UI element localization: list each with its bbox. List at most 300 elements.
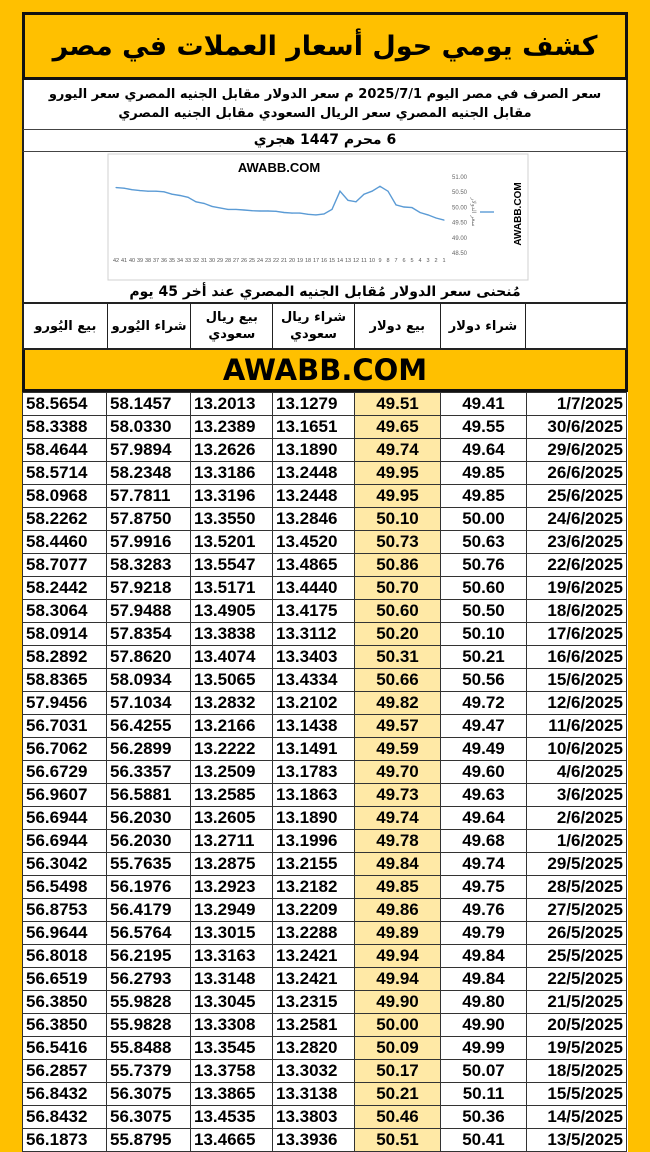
table-row (23, 945, 627, 968)
table-row (23, 761, 627, 784)
cell-sell-euro: 58.8365 (23, 669, 107, 692)
cell-buy-riyal: 13.2421 (273, 945, 355, 968)
cell-buy-euro: 57.7811 (107, 485, 191, 508)
cell-date: 12/6/2025 (527, 692, 627, 715)
x-tick-label: 15 (328, 258, 336, 264)
x-tick-label: 33 (184, 258, 192, 264)
cell-buy-riyal: 13.1863 (273, 784, 355, 807)
x-tick-label: 18 (304, 258, 312, 264)
cell-sell-euro: 56.7031 (23, 715, 107, 738)
table-row (23, 853, 627, 876)
cell-date: 3/6/2025 (527, 784, 627, 807)
x-tick-label: 16 (320, 258, 328, 264)
data-point (379, 186, 380, 187)
cell-date: 24/6/2025 (527, 508, 627, 531)
data-point (275, 211, 276, 212)
cell-sell-dollar: 50.46 (355, 1106, 441, 1129)
header-sell-dollar: بيع دولار (355, 304, 441, 348)
cell-buy-euro: 58.0330 (107, 416, 191, 439)
cell-sell-euro: 58.5714 (23, 462, 107, 485)
data-point (299, 212, 300, 213)
cell-sell-riyal: 13.2389 (191, 416, 273, 439)
cell-date: 11/6/2025 (527, 715, 627, 738)
cell-buy-euro: 56.3075 (107, 1106, 191, 1129)
cell-buy-euro: 58.2348 (107, 462, 191, 485)
cell-buy-riyal: 13.1783 (273, 761, 355, 784)
cell-buy-riyal: 13.2846 (273, 508, 355, 531)
data-point (323, 213, 324, 214)
cell-buy-riyal: 13.4440 (273, 577, 355, 600)
x-tick-label: 32 (192, 258, 200, 264)
cell-sell-euro: 58.4644 (23, 439, 107, 462)
cell-sell-euro: 56.6944 (23, 830, 107, 853)
cell-buy-riyal: 13.1996 (273, 830, 355, 853)
cell-sell-riyal: 13.3196 (191, 485, 273, 508)
cell-buy-dollar: 49.75 (441, 876, 527, 899)
cell-buy-euro: 55.7635 (107, 853, 191, 876)
cell-buy-euro: 56.5764 (107, 922, 191, 945)
cell-sell-riyal: 13.3758 (191, 1060, 273, 1083)
cell-sell-riyal: 13.5065 (191, 669, 273, 692)
cell-buy-dollar: 49.49 (441, 738, 527, 761)
cell-buy-euro: 57.9894 (107, 439, 191, 462)
cell-sell-dollar: 49.74 (355, 439, 441, 462)
legend-label: سعر الدولار (470, 197, 477, 227)
cell-buy-dollar: 49.63 (441, 784, 527, 807)
data-point (435, 217, 436, 218)
cell-buy-dollar: 50.41 (441, 1129, 527, 1152)
x-tick-label: 23 (264, 258, 272, 264)
x-tick-label: 7 (394, 258, 398, 264)
cell-sell-dollar: 50.31 (355, 646, 441, 669)
cell-buy-dollar: 49.55 (441, 416, 527, 439)
y-tick-label: 49.00 (452, 235, 468, 242)
data-point (187, 197, 188, 198)
y-tick-label: 50.50 (452, 190, 468, 197)
cell-buy-dollar: 50.11 (441, 1083, 527, 1106)
cell-sell-dollar: 49.95 (355, 462, 441, 485)
cell-sell-riyal: 13.5201 (191, 531, 273, 554)
cell-sell-riyal: 13.3186 (191, 462, 273, 485)
data-point (283, 212, 284, 213)
x-tick-label: 38 (144, 258, 152, 264)
cell-sell-dollar: 49.94 (355, 968, 441, 991)
x-tick-label: 26 (240, 258, 248, 264)
data-point (163, 191, 164, 192)
cell-buy-dollar: 50.21 (441, 646, 527, 669)
data-point (115, 187, 116, 188)
cell-buy-dollar: 50.60 (441, 577, 527, 600)
table-row (23, 646, 627, 669)
data-point (291, 212, 292, 213)
cell-sell-dollar: 49.85 (355, 876, 441, 899)
cell-buy-dollar: 49.84 (441, 968, 527, 991)
cell-buy-riyal: 13.3032 (273, 1060, 355, 1083)
cell-sell-euro: 58.3064 (23, 600, 107, 623)
x-tick-label: 28 (224, 258, 232, 264)
table-row (23, 1129, 627, 1152)
x-tick-label: 29 (216, 258, 224, 264)
data-point (227, 209, 228, 210)
data-point (331, 209, 332, 210)
cell-sell-euro: 56.6944 (23, 807, 107, 830)
cell-buy-euro: 55.7379 (107, 1060, 191, 1083)
data-point (123, 188, 124, 189)
x-tick-label: 42 (112, 258, 120, 264)
x-tick-label: 2 (434, 258, 438, 264)
cell-buy-euro: 58.3283 (107, 554, 191, 577)
data-point (171, 194, 172, 195)
table-row (23, 600, 627, 623)
cell-buy-riyal: 13.1890 (273, 807, 355, 830)
cell-sell-euro: 56.9644 (23, 922, 107, 945)
cell-buy-dollar: 49.85 (441, 462, 527, 485)
cell-buy-euro: 55.8488 (107, 1037, 191, 1060)
x-tick-label: 20 (288, 258, 296, 264)
cell-buy-dollar: 49.74 (441, 853, 527, 876)
header-sell-riyal: بيع ريال سعودي (191, 304, 273, 348)
cell-buy-dollar: 49.64 (441, 439, 527, 462)
cell-sell-riyal: 13.2711 (191, 830, 273, 853)
data-point (179, 195, 180, 196)
data-point (395, 204, 396, 205)
page-title: كشف يومي حول أسعار العملات في مصر (22, 12, 628, 80)
cell-sell-euro: 58.2442 (23, 577, 107, 600)
cell-date: 22/6/2025 (527, 554, 627, 577)
cell-buy-riyal: 13.1491 (273, 738, 355, 761)
cell-buy-dollar: 50.56 (441, 669, 527, 692)
cell-sell-euro: 58.7077 (23, 554, 107, 577)
cell-date: 1/7/2025 (527, 393, 627, 416)
data-point (147, 191, 148, 192)
cell-buy-dollar: 50.63 (441, 531, 527, 554)
cell-sell-euro: 56.3850 (23, 991, 107, 1014)
cell-buy-riyal: 13.2315 (273, 991, 355, 1014)
cell-buy-riyal: 13.4520 (273, 531, 355, 554)
cell-buy-dollar: 50.07 (441, 1060, 527, 1083)
table-row (23, 1014, 627, 1037)
cell-sell-riyal: 13.4535 (191, 1106, 273, 1129)
cell-sell-euro: 58.0968 (23, 485, 107, 508)
cell-buy-riyal: 13.1279 (273, 393, 355, 416)
cell-buy-dollar: 49.79 (441, 922, 527, 945)
data-point (307, 214, 308, 215)
cell-sell-dollar: 50.60 (355, 600, 441, 623)
cell-buy-dollar: 49.84 (441, 945, 527, 968)
cell-buy-dollar: 49.85 (441, 485, 527, 508)
cell-buy-riyal: 13.4865 (273, 554, 355, 577)
table-row (23, 554, 627, 577)
chart-caption: مُنحنى سعر الدولار مُقابل الجنيه المصري عند أخر 45 يوم (129, 284, 521, 300)
x-tick-label: 25 (248, 258, 256, 264)
cell-buy-riyal: 13.1651 (273, 416, 355, 439)
table-row (23, 1037, 627, 1060)
cell-date: 10/6/2025 (527, 738, 627, 761)
cell-sell-euro: 58.0914 (23, 623, 107, 646)
cell-buy-euro: 57.8620 (107, 646, 191, 669)
table-row (23, 577, 627, 600)
cell-sell-riyal: 13.3045 (191, 991, 273, 1014)
cell-sell-euro: 56.3042 (23, 853, 107, 876)
table-row (23, 830, 627, 853)
x-tick-label: 19 (296, 258, 304, 264)
cell-sell-euro: 58.2262 (23, 508, 107, 531)
cell-date: 25/6/2025 (527, 485, 627, 508)
table-row (23, 784, 627, 807)
cell-buy-euro: 57.1034 (107, 692, 191, 715)
cell-date: 18/5/2025 (527, 1060, 627, 1083)
table-row (23, 968, 627, 991)
cell-sell-euro: 58.4460 (23, 531, 107, 554)
cell-date: 27/5/2025 (527, 899, 627, 922)
cell-sell-dollar: 49.74 (355, 807, 441, 830)
table-row (23, 715, 627, 738)
cell-buy-euro: 56.2030 (107, 807, 191, 830)
cell-sell-dollar: 50.20 (355, 623, 441, 646)
x-tick-label: 30 (208, 258, 216, 264)
cell-buy-riyal: 13.2288 (273, 922, 355, 945)
cell-buy-dollar: 50.76 (441, 554, 527, 577)
cell-buy-riyal: 13.2182 (273, 876, 355, 899)
cell-sell-riyal: 13.3148 (191, 968, 273, 991)
cell-sell-dollar: 50.10 (355, 508, 441, 531)
cell-sell-euro: 56.5416 (23, 1037, 107, 1060)
x-tick-label: 36 (160, 258, 168, 264)
cell-buy-euro: 57.8750 (107, 508, 191, 531)
x-tick-label: 40 (128, 258, 136, 264)
cell-sell-euro: 56.8018 (23, 945, 107, 968)
cell-sell-riyal: 13.2166 (191, 715, 273, 738)
cell-date: 2/6/2025 (527, 807, 627, 830)
cell-buy-riyal: 13.2209 (273, 899, 355, 922)
x-tick-label: 3 (426, 258, 430, 264)
data-point (219, 207, 220, 208)
cell-date: 26/5/2025 (527, 922, 627, 945)
cell-date: 29/5/2025 (527, 853, 627, 876)
data-point (419, 212, 420, 213)
data-point (203, 203, 204, 204)
table-row (23, 899, 627, 922)
cell-sell-dollar: 50.09 (355, 1037, 441, 1060)
cell-sell-riyal: 13.4665 (191, 1129, 273, 1152)
cell-sell-riyal: 13.2626 (191, 439, 273, 462)
x-tick-label: 8 (386, 258, 390, 264)
cell-sell-dollar: 49.90 (355, 991, 441, 1014)
cell-sell-euro: 56.8432 (23, 1083, 107, 1106)
data-point (211, 206, 212, 207)
cell-buy-euro: 55.9828 (107, 991, 191, 1014)
cell-date: 18/6/2025 (527, 600, 627, 623)
cell-buy-euro: 56.2030 (107, 830, 191, 853)
y-tick-label: 50.00 (452, 205, 468, 212)
rates-sheet (22, 12, 628, 1152)
cell-buy-euro: 56.1976 (107, 876, 191, 899)
cell-buy-euro: 55.8795 (107, 1129, 191, 1152)
cell-sell-dollar: 49.86 (355, 899, 441, 922)
x-tick-label: 10 (368, 258, 376, 264)
cell-date: 21/5/2025 (527, 991, 627, 1014)
cell-sell-euro: 56.6519 (23, 968, 107, 991)
header-sell-euro: بيع اليُورو (24, 304, 108, 348)
table-row (23, 876, 627, 899)
table-row (23, 1106, 627, 1129)
cell-buy-euro: 56.5881 (107, 784, 191, 807)
cell-buy-dollar: 49.68 (441, 830, 527, 853)
cell-sell-euro: 58.3388 (23, 416, 107, 439)
cell-sell-euro: 56.3850 (23, 1014, 107, 1037)
cell-sell-dollar: 49.51 (355, 393, 441, 416)
data-point (131, 189, 132, 190)
x-tick-label: 41 (120, 258, 128, 264)
cell-buy-dollar: 49.99 (441, 1037, 527, 1060)
cell-sell-dollar: 50.86 (355, 554, 441, 577)
cell-sell-dollar: 49.59 (355, 738, 441, 761)
y-tick-label: 51.00 (452, 175, 468, 181)
cell-buy-riyal: 13.2448 (273, 462, 355, 485)
y-tick-label: 49.50 (452, 220, 468, 227)
x-tick-label: 37 (152, 258, 160, 264)
cell-buy-riyal: 13.1890 (273, 439, 355, 462)
cell-buy-riyal: 13.2820 (273, 1037, 355, 1060)
table-row (23, 669, 627, 692)
cell-sell-riyal: 13.2923 (191, 876, 273, 899)
data-point (387, 191, 388, 192)
cell-buy-dollar: 49.60 (441, 761, 527, 784)
cell-buy-riyal: 13.2102 (273, 692, 355, 715)
cell-buy-dollar: 50.36 (441, 1106, 527, 1129)
cell-sell-euro: 58.2892 (23, 646, 107, 669)
table-row (23, 623, 627, 646)
cell-buy-dollar: 49.76 (441, 899, 527, 922)
chart-watermark: AWABB.COM (513, 182, 524, 246)
cell-sell-riyal: 13.2832 (191, 692, 273, 715)
cell-sell-dollar: 49.89 (355, 922, 441, 945)
cell-date: 22/5/2025 (527, 968, 627, 991)
data-point (347, 200, 348, 201)
x-tick-label: 24 (256, 258, 264, 264)
data-point (235, 209, 236, 210)
header-buy-euro: شراء اليُورو (108, 304, 192, 348)
table-header (22, 302, 628, 350)
cell-date: 29/6/2025 (527, 439, 627, 462)
brand-banner: AWABB.COM (22, 350, 628, 392)
cell-buy-riyal: 13.3112 (273, 623, 355, 646)
cell-buy-dollar: 49.72 (441, 692, 527, 715)
x-tick-label: 6 (402, 258, 406, 264)
cell-sell-riyal: 13.5171 (191, 577, 273, 600)
cell-sell-euro: 56.8753 (23, 899, 107, 922)
table-row (23, 531, 627, 554)
cell-sell-dollar: 49.95 (355, 485, 441, 508)
data-point (155, 191, 156, 192)
header-buy-riyal: شراء ريال سعودي (273, 304, 355, 348)
data-point (403, 206, 404, 207)
dollar-chart (24, 152, 626, 282)
cell-buy-dollar: 50.00 (441, 508, 527, 531)
cell-sell-riyal: 13.3550 (191, 508, 273, 531)
cell-buy-euro: 57.9488 (107, 600, 191, 623)
x-tick-label: 12 (352, 258, 360, 264)
cell-buy-riyal: 13.2421 (273, 968, 355, 991)
cell-sell-riyal: 13.2875 (191, 853, 273, 876)
data-point (243, 209, 244, 210)
cell-date: 20/5/2025 (527, 1014, 627, 1037)
x-tick-label: 4 (418, 258, 422, 264)
cell-date: 14/5/2025 (527, 1106, 627, 1129)
cell-sell-riyal: 13.5547 (191, 554, 273, 577)
data-point (267, 210, 268, 211)
table-row (23, 439, 627, 462)
cell-date: 15/5/2025 (527, 1083, 627, 1106)
cell-buy-riyal: 13.3403 (273, 646, 355, 669)
cell-date: 26/6/2025 (527, 462, 627, 485)
data-point (339, 191, 340, 192)
x-tick-label: 13 (344, 258, 352, 264)
cell-sell-dollar: 49.57 (355, 715, 441, 738)
cell-sell-dollar: 49.78 (355, 830, 441, 853)
cell-sell-riyal: 13.2013 (191, 393, 273, 416)
data-point (411, 207, 412, 208)
cell-sell-riyal: 13.2605 (191, 807, 273, 830)
header-buy-dollar: شراء دولار (441, 304, 527, 348)
cell-sell-riyal: 13.4074 (191, 646, 273, 669)
cell-sell-riyal: 13.3838 (191, 623, 273, 646)
x-tick-label: 39 (136, 258, 144, 264)
data-point (363, 194, 364, 195)
header-date (526, 304, 626, 348)
cell-sell-euro: 56.2857 (23, 1060, 107, 1083)
cell-sell-riyal: 13.2585 (191, 784, 273, 807)
cell-buy-riyal: 13.3138 (273, 1083, 355, 1106)
cell-sell-riyal: 13.2949 (191, 899, 273, 922)
x-tick-label: 22 (272, 258, 280, 264)
cell-date: 4/6/2025 (527, 761, 627, 784)
cell-sell-dollar: 49.82 (355, 692, 441, 715)
x-tick-label: 11 (361, 258, 367, 264)
cell-sell-euro: 56.9607 (23, 784, 107, 807)
table-row (23, 416, 627, 439)
cell-sell-dollar: 49.84 (355, 853, 441, 876)
cell-buy-riyal: 13.3936 (273, 1129, 355, 1152)
table-row (23, 991, 627, 1014)
cell-buy-dollar: 49.90 (441, 1014, 527, 1037)
cell-sell-dollar: 49.65 (355, 416, 441, 439)
cell-buy-euro: 55.9828 (107, 1014, 191, 1037)
cell-buy-euro: 56.3075 (107, 1083, 191, 1106)
data-point (315, 214, 316, 215)
cell-sell-dollar: 50.00 (355, 1014, 441, 1037)
cell-sell-euro: 56.5498 (23, 876, 107, 899)
x-tick-label: 34 (176, 258, 184, 264)
cell-buy-dollar: 49.80 (441, 991, 527, 1014)
cell-buy-riyal: 13.3803 (273, 1106, 355, 1129)
cell-date: 19/6/2025 (527, 577, 627, 600)
cell-sell-riyal: 13.3308 (191, 1014, 273, 1037)
cell-buy-euro: 56.4255 (107, 715, 191, 738)
cell-buy-dollar: 50.10 (441, 623, 527, 646)
x-tick-label: 5 (410, 258, 414, 264)
cell-sell-euro: 58.5654 (23, 393, 107, 416)
cell-sell-dollar: 50.73 (355, 531, 441, 554)
cell-sell-riyal: 13.2509 (191, 761, 273, 784)
cell-sell-riyal: 13.2222 (191, 738, 273, 761)
data-point (139, 190, 140, 191)
cell-sell-dollar: 49.70 (355, 761, 441, 784)
data-point (427, 214, 428, 215)
cell-buy-euro: 58.1457 (107, 393, 191, 416)
cell-buy-euro: 57.9916 (107, 531, 191, 554)
table-row (23, 508, 627, 531)
